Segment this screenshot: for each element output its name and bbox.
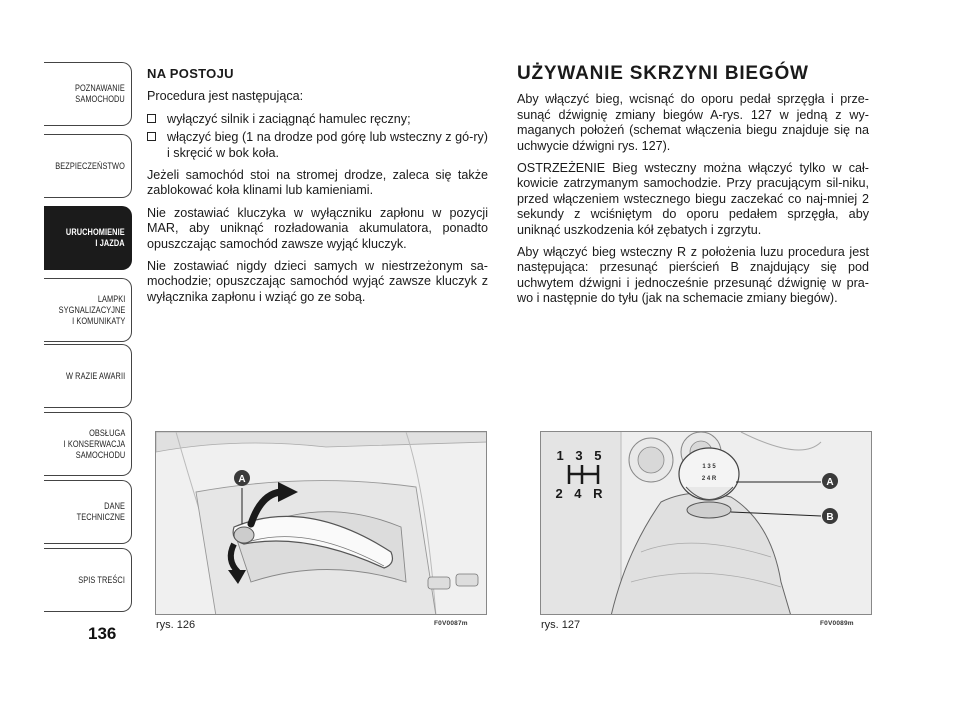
tab-label: LAMPKI SYGNALIZACYJNE I KOMUNIKATY <box>58 293 125 326</box>
tab-spis-tresci[interactable] <box>44 548 132 612</box>
figure-handbrake <box>155 431 487 615</box>
tab-label: OBSŁUGA I KONSERWACJA SAMOCHODU <box>63 427 125 460</box>
figure-caption: rys. 127 <box>541 619 581 631</box>
list-item-text: włączyć bieg (1 na drodze pod górę lub wsteczny z gó-ry) i skręcić w bok koła. <box>167 130 488 160</box>
list-item <box>147 112 488 127</box>
label-a: A <box>826 477 834 488</box>
checkbox-icon <box>147 132 156 141</box>
tab-uruchomienie-i-jazda[interactable] <box>44 206 132 270</box>
gear-pattern-bottom: 2 4 R <box>555 486 607 501</box>
tab-label: URUCHOMIENIE I JAZDA <box>66 227 125 248</box>
warning-paragraph: OSTRZEŻENIE Bieg wsteczny można włączyć tylko w cał-kowicie zatrzymanym samochodzie. Przy pracującym sil-niku, przed włączeniem wstecznego biegu zaczekać co naj-mniej 2 sekundy z wciśniętym do oporu pedałem sprzęgła, aby uniknąć uszkodzenia kół zębatych i zgrzytu. <box>517 161 869 237</box>
section-skrzynia-biegow <box>517 63 869 314</box>
svg-text:2 4 R: 2 4 R <box>701 476 717 482</box>
page-title: UŻYWANIE SKRZYNI BIEGÓW <box>517 63 809 84</box>
tab-label: POZNAWANIE SAMOCHODU <box>75 83 125 104</box>
checklist <box>147 112 488 161</box>
tab-lampki-sygnalizacyjne[interactable] <box>44 278 132 342</box>
section-na-postoju <box>147 66 488 312</box>
intro-text: Procedura jest następująca: <box>147 89 304 104</box>
tab-label: BEZPIECZEŃSTWO <box>55 160 125 171</box>
tab-label: SPIS TREŚCI <box>78 574 125 585</box>
paragraph: Jeżeli samochód stoi na stromej drodze, zaleca się także zablokować koła klinami lub kamieniami. <box>147 168 488 198</box>
paragraph: Nie zostawiać kluczyka w wyłączniku zapłonu w pozycji MAR, aby uniknąć rozładowania akumulatora, ponadto opuszczając samochód zawsze wyjąć kluczyk. <box>147 205 488 251</box>
tab-poznawanie-samochodu[interactable] <box>44 62 132 126</box>
paragraph: Nie zostawiać nigdy dzieci samych w niestrzeżonym sa-mochodzie; opuszczając samochód wyjąć zawsze kluczyk z wyłącznika zapłonu i wziąć go ze sobą. <box>147 259 488 304</box>
gear-lever-illustration <box>541 432 872 615</box>
figure-gear-lever <box>540 431 872 615</box>
label-b: B <box>826 512 834 523</box>
figure-caption: rys. 126 <box>156 619 196 631</box>
gear-pattern-top: 1 3 5 <box>556 448 606 463</box>
list-item <box>147 130 488 161</box>
page-number: 136 <box>88 624 117 643</box>
checkbox-icon <box>147 114 156 123</box>
tab-dane-techniczne[interactable] <box>44 480 132 544</box>
tab-label: DANE TECHNICZNE <box>76 501 125 522</box>
tab-bezpieczenstwo[interactable] <box>44 134 132 198</box>
tab-obsluga-i-konserwacja[interactable] <box>44 412 132 476</box>
figure-code: F0V0089m <box>820 620 854 627</box>
label-a: A <box>238 474 246 485</box>
tab-w-razie-awarii[interactable] <box>44 344 132 408</box>
tab-label: W RAZIE AWARII <box>65 370 125 381</box>
paragraph: Aby włączyć bieg wsteczny R z położenia luzu procedura jest następująca: przesunąć pierścień B znajdujący się pod uchwytem dźwigni i jednocześnie przesunąć dźwignię w pra-wo i następnie do tyłu (jak na schemacie zmiany biegów). <box>517 245 869 306</box>
list-item-text: wyłączyć silnik i zaciągnąć hamulec ręczny; <box>167 111 411 126</box>
section-heading: NA POSTOJU <box>147 66 234 81</box>
paragraph: Aby włączyć bieg, wcisnąć do oporu pedał sprzęgła i prze-sunąć dźwignię zmiany biegów A-rys. 127 w jedną z wy-maganych położeń (schemat włączenia biegu znajduje się na uchwycie dźwigni rys. 127). <box>517 92 869 153</box>
svg-text:1 3 5: 1 3 5 <box>702 464 716 470</box>
figure-code: F0V0087m <box>434 620 468 627</box>
handbrake-illustration <box>156 432 487 615</box>
